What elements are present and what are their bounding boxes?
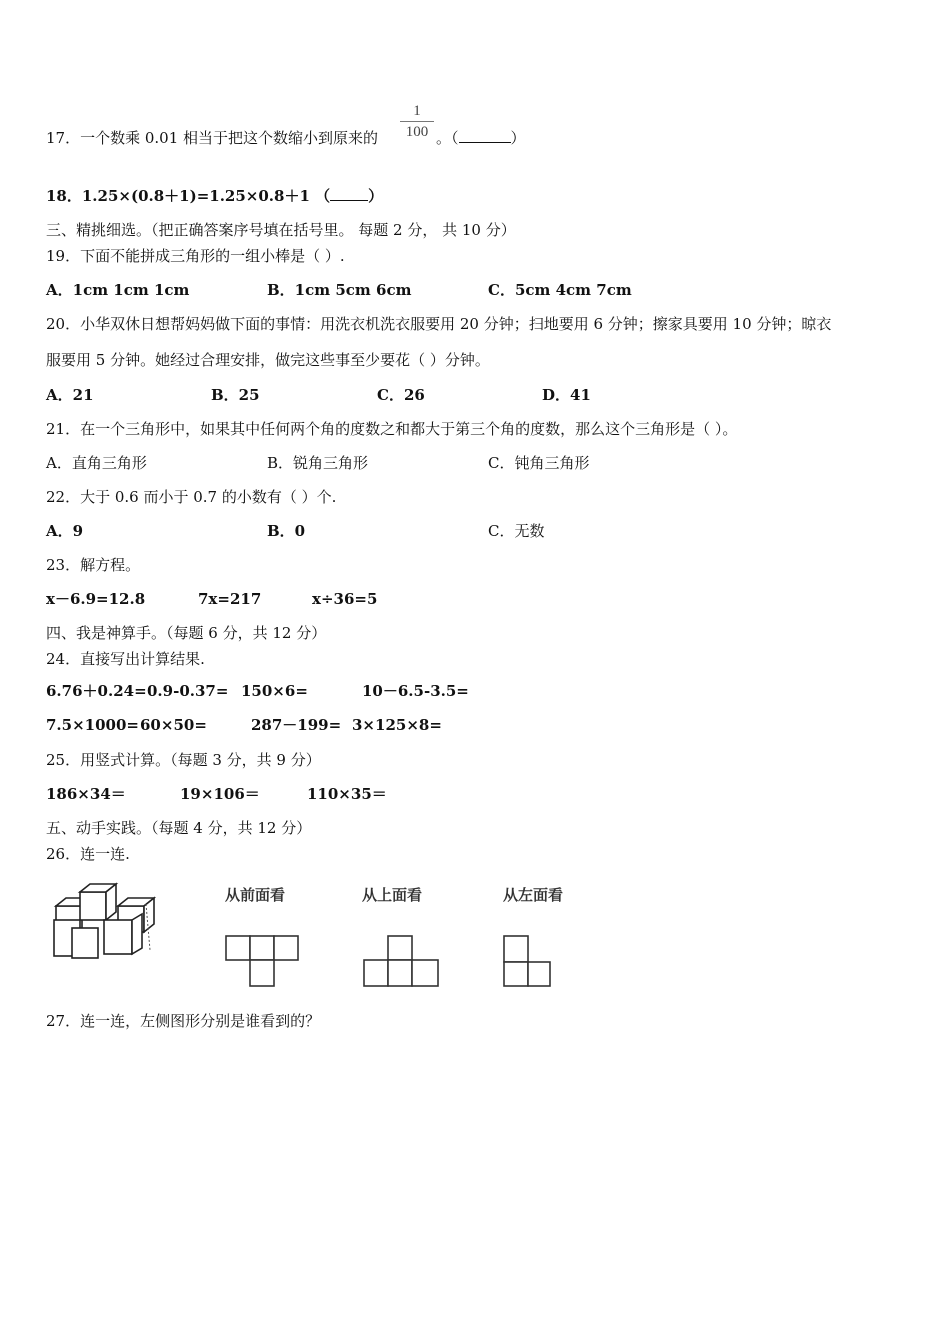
view-label-left: 从左面看 xyxy=(503,886,564,904)
answer-blank[interactable] xyxy=(330,200,368,201)
q24-text: 24．直接写出计算结果. xyxy=(46,650,205,668)
q19-option-a[interactable]: A．1cm 1cm 1cm xyxy=(46,281,190,299)
q24-item: 150×6= xyxy=(241,682,308,700)
q26-text: 26．连一连. xyxy=(46,845,130,863)
fraction-denominator: 100 xyxy=(405,124,429,140)
q19-text: 19．下面不能拼成三角形的一组小棒是（ ）. xyxy=(46,247,345,265)
q23-text: 23．解方程。 xyxy=(46,556,141,574)
view-label-front: 从前面看 xyxy=(225,886,286,904)
q17-fraction xyxy=(400,102,434,141)
q24-item: 287－199= xyxy=(251,716,342,734)
q20-text-line2: 服要用 5 分钟。她经过合理安排，做完这些事至少要花（ ）分钟。 xyxy=(46,351,490,369)
q17-text: 17．一个数乘 0.01 相当于把这个数缩小到原来的 xyxy=(46,129,379,147)
top-view-shape[interactable] xyxy=(360,932,442,990)
q25-item: 19×106＝ xyxy=(180,785,260,803)
q24-item: 6.76＋0.24= xyxy=(46,682,147,700)
answer-blank[interactable] xyxy=(459,142,511,143)
q23-equation-3: x÷36=5 xyxy=(312,590,378,608)
cube-stack-figure xyxy=(46,880,156,964)
q24-item: 7.5×1000= xyxy=(46,716,139,734)
section-3-title: 三、精挑细选。（把正确答案序号填在括号里。 每题 2 分， 共 10 分） xyxy=(46,221,516,239)
q24-item: 3×125×8= xyxy=(352,716,442,734)
q20-option-c[interactable]: C．26 xyxy=(377,386,425,404)
q17-tail: 。（ ） xyxy=(436,129,526,147)
q24-item: 0.9-0.37= xyxy=(147,682,229,700)
q24-item: 10－6.5-3.5= xyxy=(362,682,469,700)
q25-item: 110×35＝ xyxy=(307,785,387,803)
q25-text: 25．用竖式计算。（每题 3 分，共 9 分） xyxy=(46,751,321,769)
q20-text-line1: 20．小华双休日想帮妈妈做下面的事情：用洗衣机洗衣服要用 20 分钟；扫地要用 6 分钟；擦家具要用 10 分钟；晾衣 xyxy=(46,315,832,333)
q22-option-a[interactable]: A．9 xyxy=(46,522,84,540)
front-view-shape[interactable] xyxy=(222,932,302,990)
q22-option-c[interactable]: C．无数 xyxy=(488,522,545,540)
section-4-title: 四、我是神算手。（每题 6 分，共 12 分） xyxy=(46,624,327,642)
view-label-top: 从上面看 xyxy=(362,886,423,904)
q23-equation-2: 7x=217 xyxy=(198,590,262,608)
q21-text: 21．在一个三角形中，如果其中任何两个角的度数之和都大于第三个角的度数，那么这个三角形是（ ）。 xyxy=(46,420,738,438)
q24-item: 60×50= xyxy=(140,716,207,734)
q27-text: 27．连一连，左侧图形分别是谁看到的？ xyxy=(46,1012,321,1030)
q23-equation-1: x－6.9=12.8 xyxy=(46,590,146,608)
q20-option-b[interactable]: B．25 xyxy=(211,386,260,404)
q17-line xyxy=(46,128,378,148)
q25-item: 186×34＝ xyxy=(46,785,126,803)
q19-option-b[interactable]: B．1cm 5cm 6cm xyxy=(267,281,412,299)
q19-option-c[interactable]: C．5cm 4cm 7cm xyxy=(488,281,632,299)
q20-option-d[interactable]: D．41 xyxy=(542,386,591,404)
q22-text: 22．大于 0.6 而小于 0.7 的小数有（ ）个. xyxy=(46,488,337,506)
q21-option-c[interactable]: C．钝角三角形 xyxy=(488,454,590,472)
q21-option-b[interactable]: B．锐角三角形 xyxy=(267,454,369,472)
fraction-numerator: 1 xyxy=(413,103,421,119)
section-5-title: 五、动手实践。（每题 4 分，共 12 分） xyxy=(46,819,312,837)
q20-option-a[interactable]: A．21 xyxy=(46,386,94,404)
left-view-shape[interactable] xyxy=(500,932,556,990)
q22-option-b[interactable]: B．0 xyxy=(267,522,306,540)
q18-line: 18．1.25×(0.8＋1)=1.25×0.8＋1 （ ） xyxy=(46,187,384,205)
q21-option-a[interactable]: A．直角三角形 xyxy=(46,454,147,472)
